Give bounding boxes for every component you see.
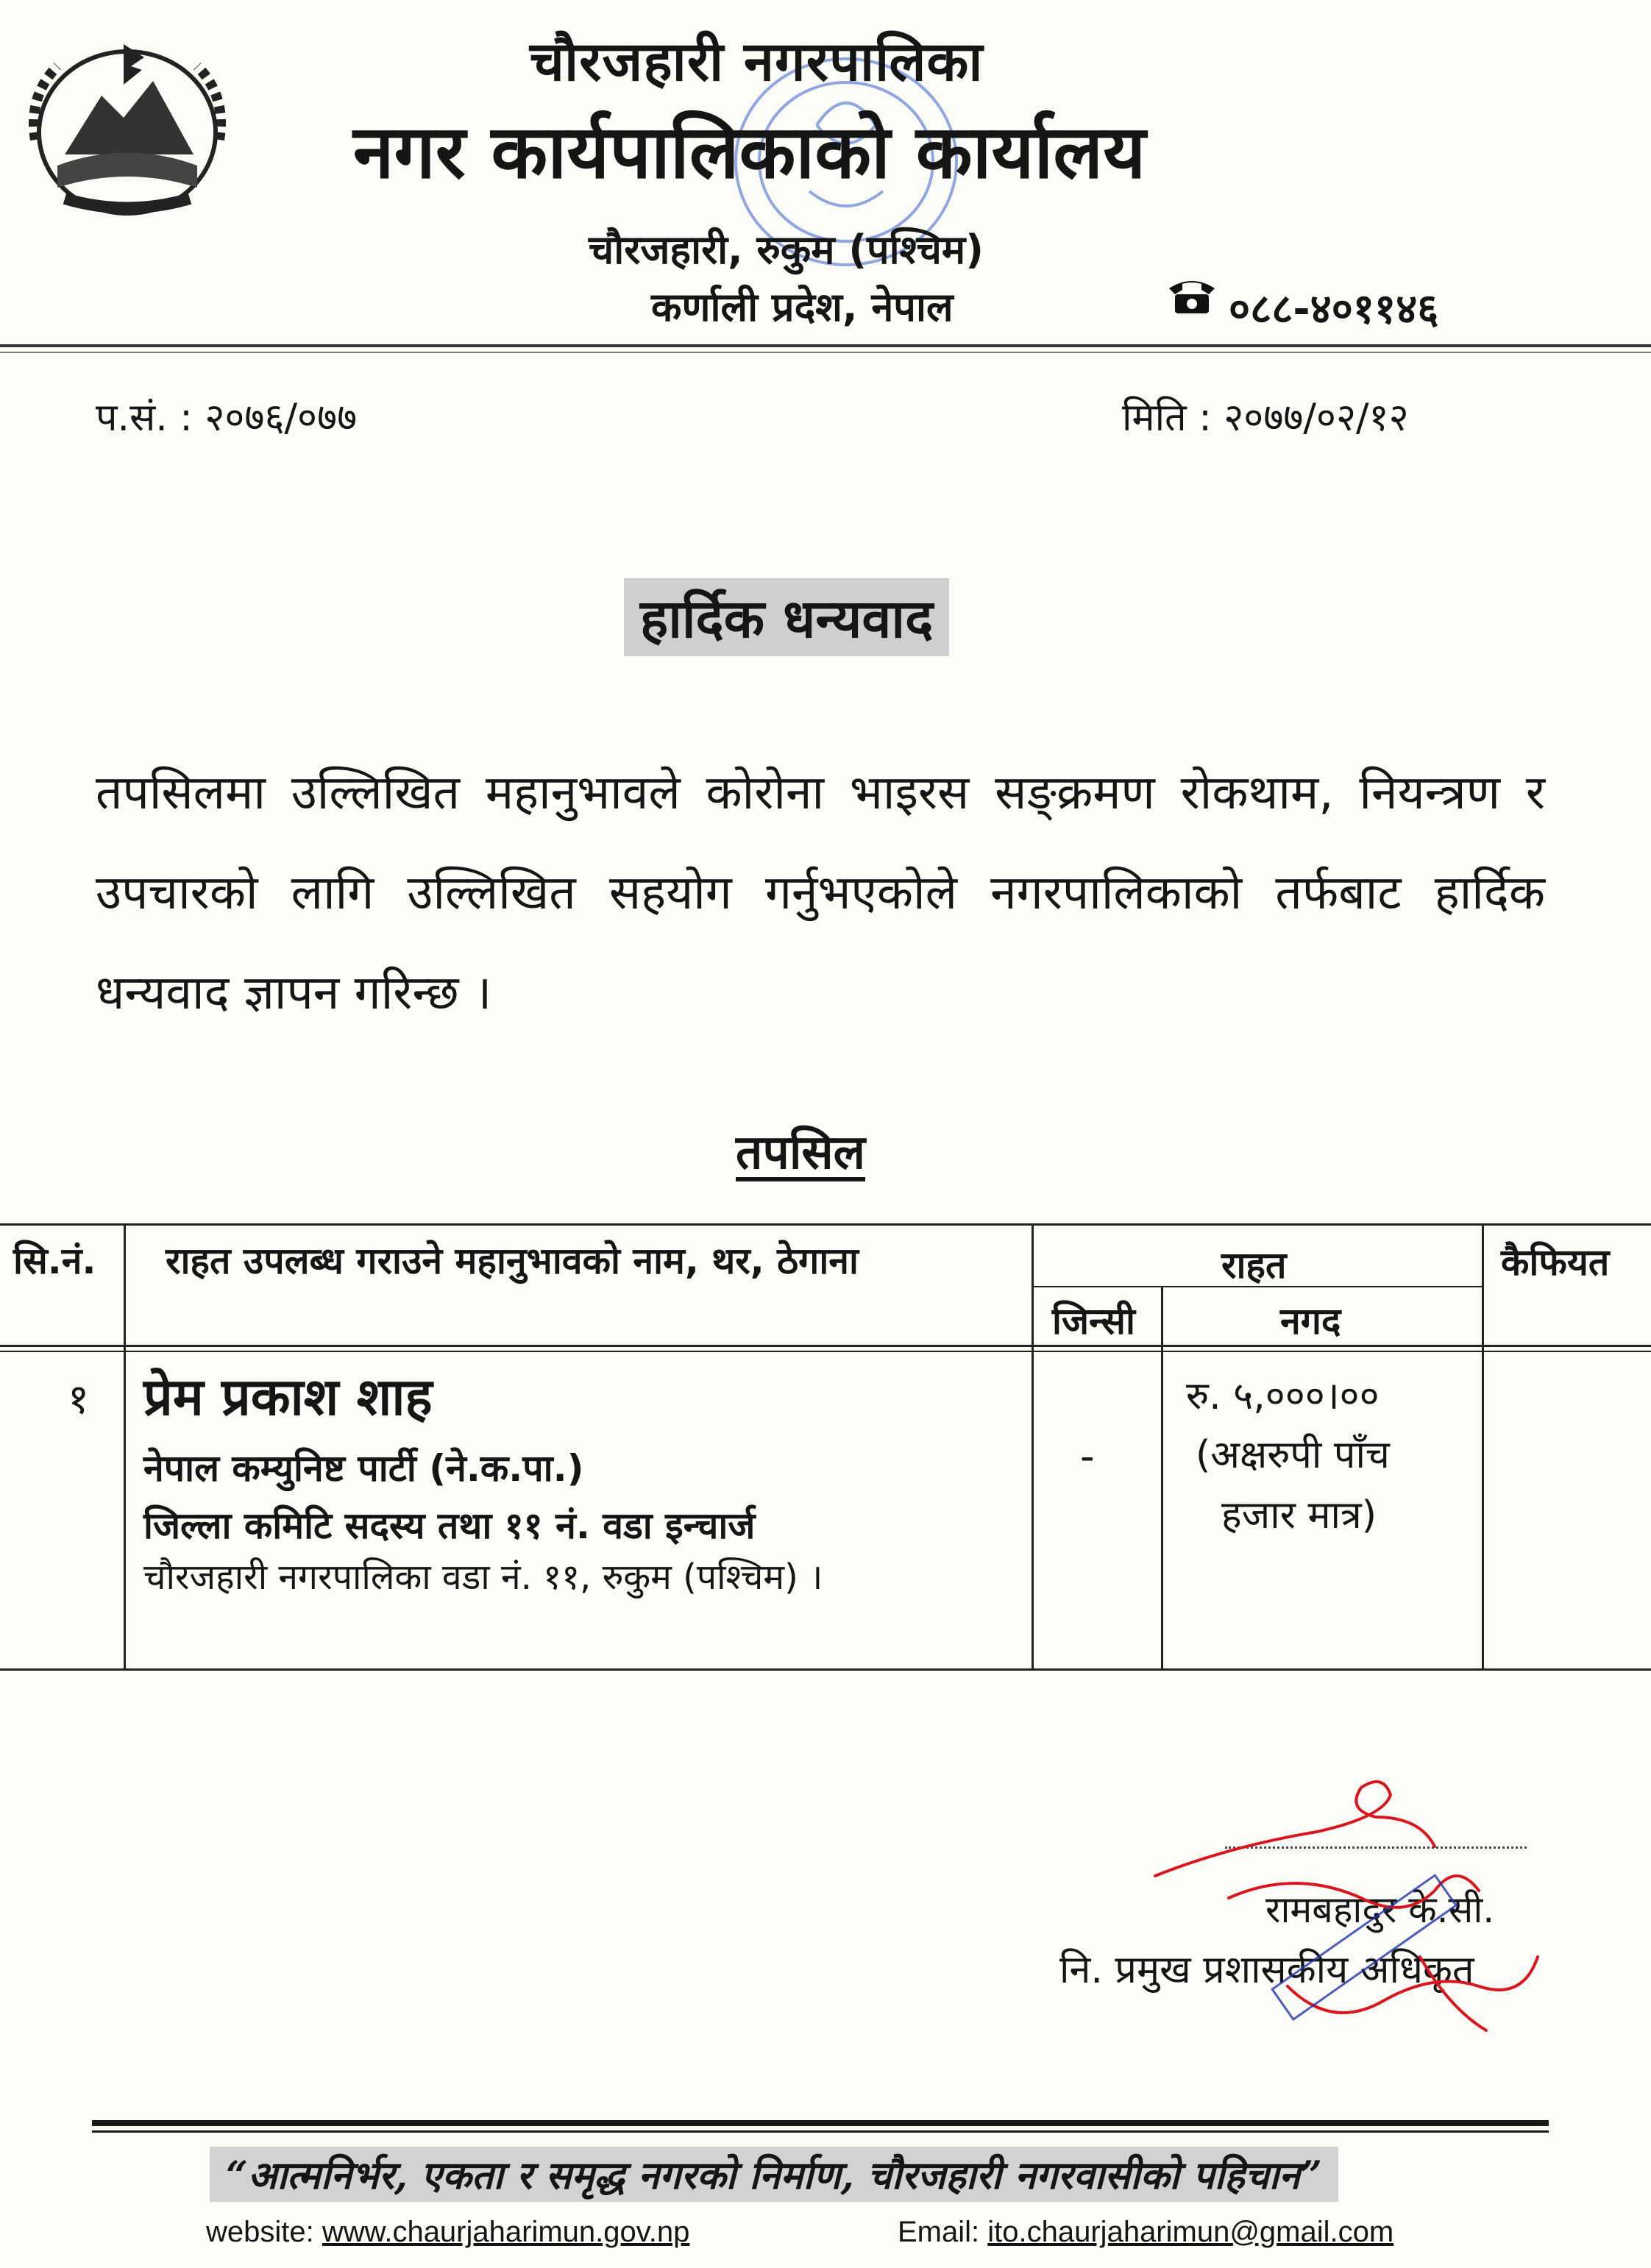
header-divider (0, 344, 1651, 347)
reference-number: प.सं. : २०७६/०७७ (96, 396, 358, 440)
column-header-relief: राहत (1221, 1244, 1287, 1287)
email-link[interactable]: ito.chaurjaharimun@gmail.com (987, 2216, 1394, 2248)
table-col-divider (1161, 1286, 1163, 1671)
organization-name: चौरजहारी नगरपालिका (530, 30, 984, 93)
donor-name: प्रेम प्रकाश शाह (143, 1367, 433, 1427)
website-label: website: (206, 2216, 314, 2248)
header-divider-thin (0, 352, 1651, 353)
signer-title: नि. प्रमुख प्रशासकीय अधिकृत (1059, 1948, 1474, 1992)
table-col-divider (1032, 1223, 1034, 1671)
relief-cash-amount: रु. ५,०००।०० (1186, 1374, 1380, 1418)
column-header-cash: नगद (1280, 1300, 1341, 1343)
donor-address: चौरजहारी नगरपालिका वडा नं. ११, रुकुम (पश्चिम) । (143, 1557, 823, 1598)
schedule-heading: तपसिल (736, 1126, 866, 1180)
email-row (898, 2216, 1393, 2249)
office-name: नगर कार्यपालिकाको कार्यालय (353, 109, 1146, 195)
relief-kind-value: - (1080, 1433, 1095, 1479)
address-line-1: चौरजहारी, रुकुम (पश्चिम) (589, 227, 984, 273)
relief-cash-words-line1: (अक्षरुपी पाँच (1196, 1433, 1390, 1477)
donor-position: जिल्ला कमिटि सदस्य तथा ११ नं. वडा इन्चार्ज (143, 1504, 756, 1547)
nepal-emblem-icon (13, 29, 241, 228)
website-row (206, 2216, 689, 2249)
table-top-border (0, 1223, 1651, 1226)
phone-number: ०८८-४०११४६ (1229, 285, 1439, 333)
column-header-remarks: कैफियत (1501, 1241, 1610, 1284)
body-paragraph: तपसिलमा उल्लिखित महानुभावले कोरोना भाइरस सङ्क्रमण रोकथाम, नियन्त्रण र उपचारको लागि उल्लिखित सहयोग गर्नुभएकोले नगरपालिकाको तर्फबाट हार्दिक धन्यवाद ज्ञापन गरिन्छ । (96, 766, 1545, 1020)
donor-party: नेपाल कम्युनिष्ट पार्टी (ने.क.पा.) (143, 1447, 584, 1490)
table-header-bottom-border (0, 1345, 1651, 1347)
table-col-divider (1482, 1223, 1484, 1671)
column-header-kind: जिन्सी (1052, 1300, 1135, 1343)
telephone-icon (1166, 272, 1218, 316)
table-header-double-border (0, 1351, 1651, 1352)
footer-divider (92, 2120, 1549, 2126)
footer-divider-thin (92, 2130, 1549, 2133)
letter-title: हार्दिक धन्यवाद (624, 578, 949, 656)
email-label: Email: (898, 2216, 980, 2248)
handwritten-signature (1140, 1766, 1552, 2075)
municipality-slogan: “आत्मनिर्भर, एकता र समृद्ध नगरको निर्माण, चौरजहारी नगरवासीको पहिचान” (210, 2147, 1338, 2202)
letter-date: मिति : २०७७/०२/१२ (1122, 396, 1409, 440)
row-serial-number: १ (68, 1376, 90, 1423)
column-header-sn: सि.नं. (13, 1240, 96, 1282)
table-bottom-border (0, 1668, 1651, 1671)
website-link[interactable]: www.chaurjaharimun.gov.np (322, 2216, 690, 2248)
signer-name: रामबहादुर के.सी. (1265, 1888, 1495, 1931)
address-line-2: कर्णाली प्रदेश, नेपाल (651, 284, 954, 330)
column-header-donor: राहत उपलब्ध गराउने महानुभावको नाम, थर, ठेगाना (166, 1240, 859, 1282)
table-col-divider (124, 1223, 126, 1671)
relief-cash-words-line2: हजार मात्र) (1221, 1493, 1377, 1538)
